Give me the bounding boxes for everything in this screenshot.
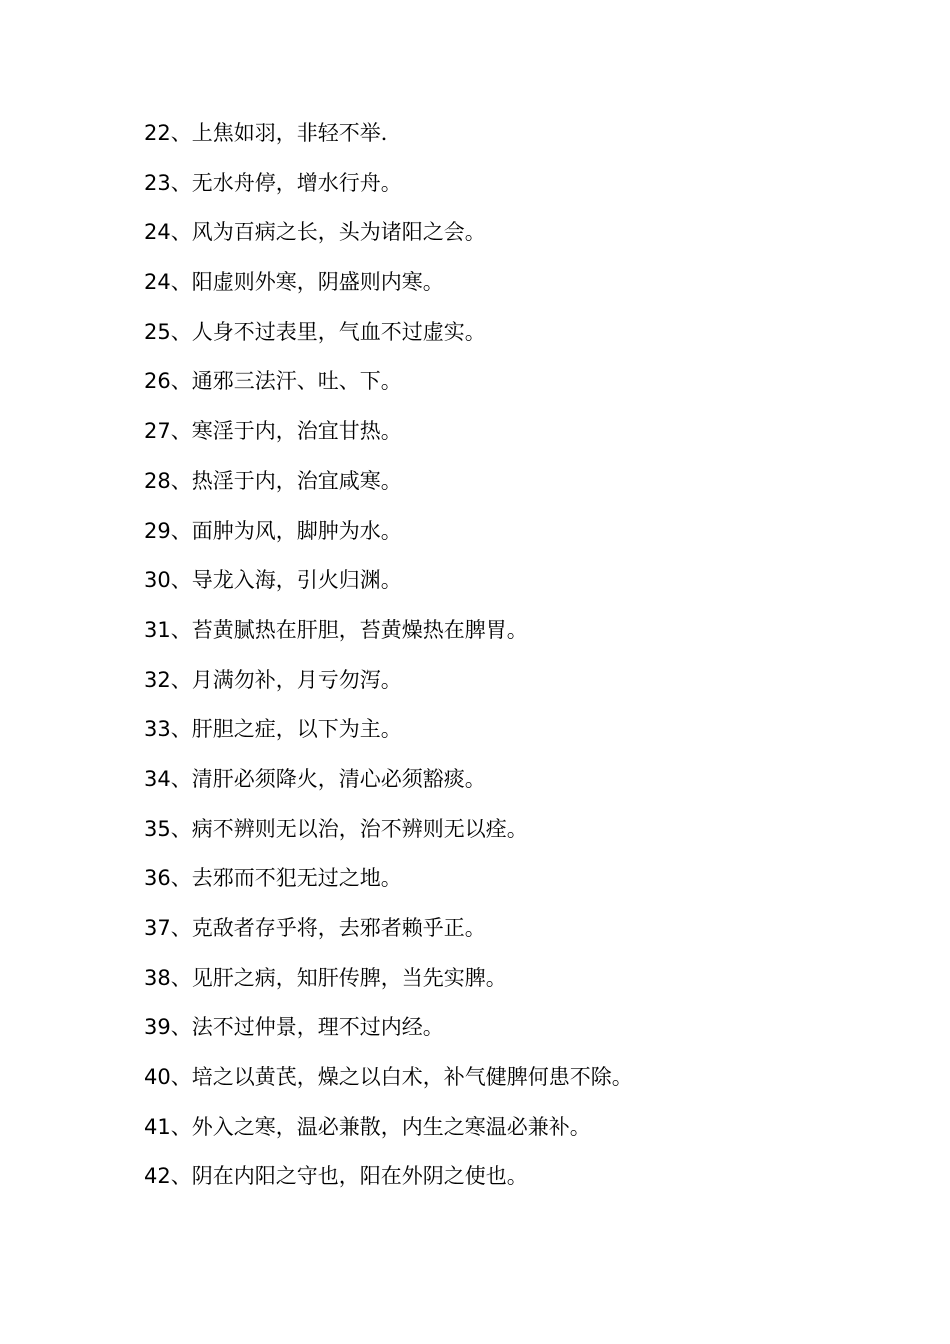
list-item: 37、克敌者存乎将，去邪者赖乎正。 [144,916,486,940]
list-item: 29、面肿为风，脚肿为水。 [144,518,402,543]
list-item: 28、热淫于内，治宜咸寒。 [144,468,402,493]
list-item: 42、阴在内阳之守也，阳在外阴之使也。 [144,1164,528,1189]
list-item: 35、病不辨则无以治，治不辨则无以痊。 [144,816,528,841]
list-item: 33、肝胆之症，以下为主。 [144,717,402,742]
list-item: 23、无水舟停，增水行舟。 [144,170,402,195]
list-item: 26、通邪三法汗、吐、下。 [144,369,402,394]
list-item: 40、培之以黄芪，燥之以白术，补气健脾何患不除。 [144,1065,633,1090]
list-item: 36、去邪而不犯无过之地。 [144,866,402,891]
list-item: 34、清肝必须降火，清心必须豁痰。 [144,766,486,791]
list-item: 24、阳虚则外寒，阴盛则内寒。 [144,270,444,295]
list-item: 39、法不过仲景，理不过内经。 [144,1015,444,1040]
list-item: 32、月满勿补，月亏勿泻。 [144,667,402,692]
list-item: 38、见肝之病，知肝传脾，当先实脾。 [144,965,507,990]
list-item: 31、苔黄腻热在肝胆，苔黄燥热在脾胃。 [144,617,528,642]
list-item: 41、外入之寒，温必兼散，内生之寒温必兼补。 [144,1114,591,1139]
list-item: 27、寒淫于内，治宜甘热。 [144,419,402,444]
list-item: 22、上焦如羽，非轻不举． [144,121,402,145]
list-item: 24、风为百病之长，头为诸阳之会。 [144,220,486,245]
saying-list [144,117,633,1210]
list-item: 25、人身不过表里，气血不过虚实。 [144,319,486,344]
list-item: 30、导龙入海，引火归渊。 [144,568,402,593]
